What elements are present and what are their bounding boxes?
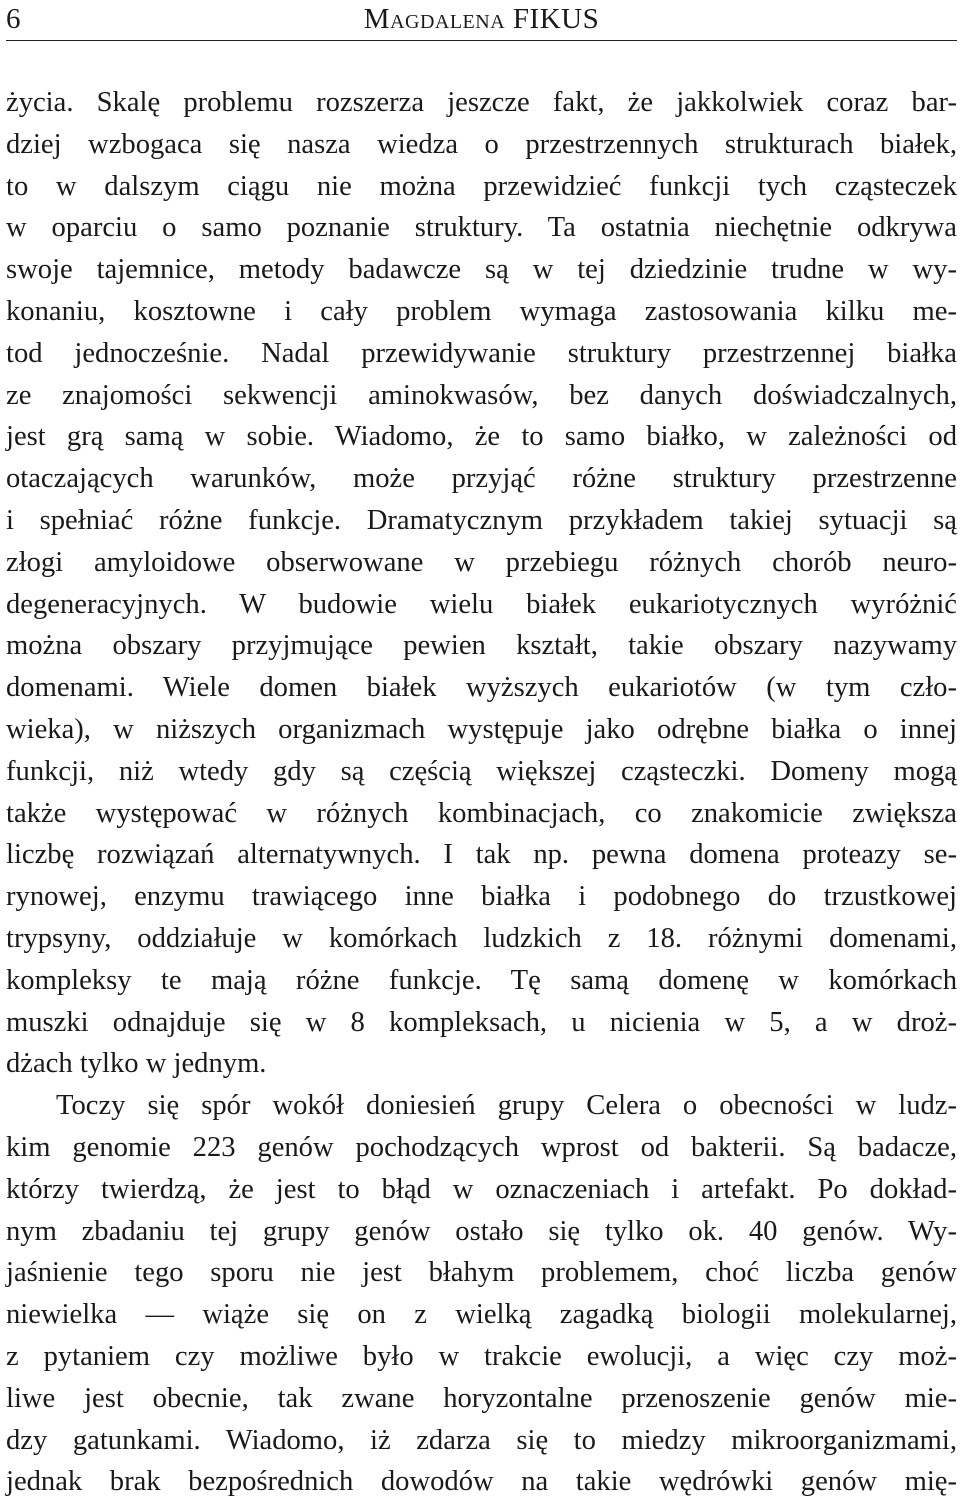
text-line: dzy gatunkami. Wiadomo, iż zdarza się to miedzy mikroorganizmami, [6,1424,957,1456]
text-line: muszki odnajduje się w 8 kompleksach, u nicienia w 5, a w droż- [6,1006,957,1038]
text-line: którzy twierdzą, że jest to błąd w oznaczeniach i artefakt. Po dokład- [6,1173,957,1205]
document-page [6,0,957,1503]
text-line: otaczających warunków, może przyjąć różne struktury przestrzenne [6,463,957,495]
text-line: można obszary przyjmujące pewien kształt, takie obszary nazywamy [6,630,957,662]
text-line: degeneracyjnych. W budowie wielu białek eukariotycznych wyróżnić [6,588,957,620]
paragraph [6,1085,957,1503]
text-line: trypsyny, oddziałuje w komórkach ludzkich z 18. różnymi domenami, [6,922,957,954]
text-line: wieka), w niższych organizmach występuje jako odrębne białka o innej [6,713,957,745]
running-head: Magdalena FIKUS [363,3,600,35]
text-line: Toczy się spór wokół doniesień grupy Celera o obecności w ludz- [56,1090,957,1122]
text-line: jest grą samą w sobie. Wiadomo, że to samo białko, w zależności od [6,421,957,453]
text-line: złogi amyloidowe obserwowane w przebiegu różnych chorób neuro- [6,546,957,578]
text-line: jaśnienie tego sporu nie jest błahym problemem, choć liczba genów [6,1257,957,1289]
text-line: kim genomie 223 genów pochodzących wprost od bakterii. Są badacze, [6,1131,957,1163]
text-line: konaniu, kosztowne i cały problem wymaga zastosowania kilku me- [6,295,957,327]
text-line: jednak brak bezpośrednich dowodów na takie wędrówki genów mię- [6,1466,957,1498]
text-line: niewielka — wiąże się on z wielką zagadką biologii molekularnej, [6,1299,957,1331]
text-line: w oparciu o samo poznanie struktury. Ta ostatnia niechętnie odkrywa [6,212,957,244]
text-line: to w dalszym ciągu nie można przewidzieć funkcji tych cząsteczek [6,170,957,202]
body-text [6,82,957,1503]
page-number: 6 [6,3,21,35]
paragraph [6,82,957,1085]
text-line: dziej wzbogaca się nasza wiedza o przestrzennych strukturach białek, [6,128,957,160]
text-line: dżach tylko w jednym. [6,1048,267,1080]
text-line: rynowej, enzymu trawiącego inne białka i podobnego do trzustkowej [6,881,957,913]
text-line: liwe jest obecnie, tak zwane horyzontalne przenoszenie genów mie- [6,1382,957,1414]
text-line: i spełniać różne funkcje. Dramatycznym przykładem takiej sytuacji są [6,504,957,536]
text-line: nym zbadaniu tej grupy genów ostało się tylko ok. 40 genów. Wy- [6,1215,957,1247]
text-line: domenami. Wiele domen białek wyższych eukariotów (w tym czło- [6,672,957,704]
text-line: kompleksy te mają różne funkcje. Tę samą domenę w komórkach [6,964,957,996]
text-line: liczbę rozwiązań alternatywnych. I tak np. pewna domena proteazy se- [6,839,957,871]
text-line: swoje tajemnice, metody badawcze są w tej dziedzinie trudne w wy- [6,254,957,286]
text-line: funkcji, niż wtedy gdy są częścią większej cząsteczki. Domeny mogą [6,755,957,787]
text-line: życia. Skalę problemu rozszerza jeszcze fakt, że jakkolwiek coraz bar- [6,87,957,118]
text-line: tod jednocześnie. Nadal przewidywanie struktury przestrzennej białka [6,337,957,369]
text-line: także występować w różnych kombinacjach, co znakomicie zwiększa [6,797,957,829]
text-line: z pytaniem czy możliwe było w trakcie ewolucji, a więc czy moż- [6,1340,957,1372]
text-line: ze znajomości sekwencji aminokwasów, bez danych doświadczalnych, [6,379,957,411]
page-header [6,0,957,41]
